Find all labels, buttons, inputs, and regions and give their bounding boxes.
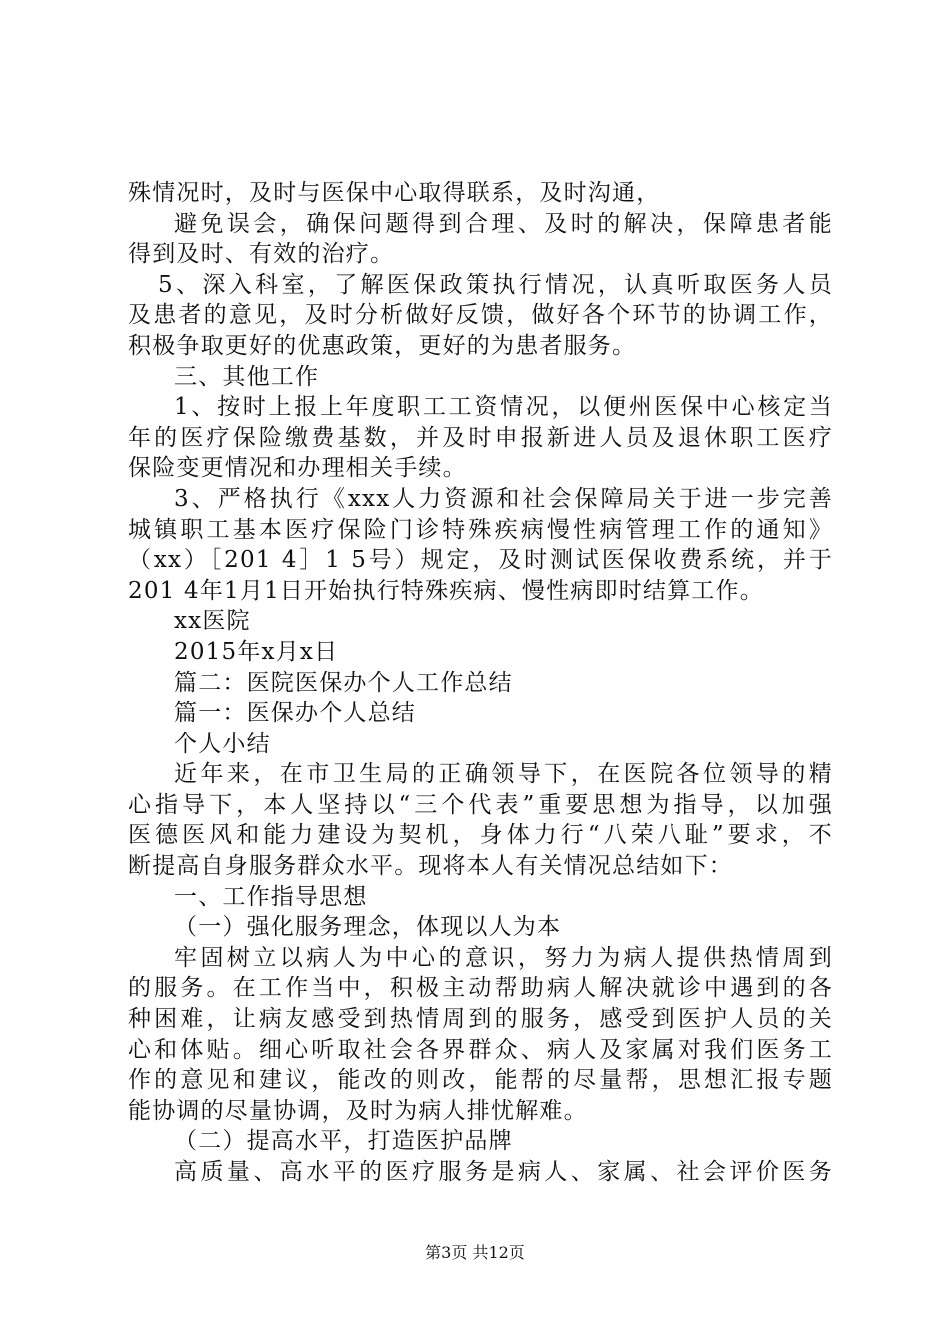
text-line: 及患者的意见，及时分析做好反馈，做好各个环节的协调工作， (128, 302, 833, 329)
page-footer: 第3页 共12页 (425, 1243, 525, 1262)
document-body (128, 178, 833, 1188)
text-line: 城镇职工基本医疗保险门诊特殊疾病慢性病管理工作的通知》 (128, 516, 833, 543)
text-line: 近年来，在市卫生局的正确领导下，在医院各位领导的精 (174, 761, 833, 788)
text-line: 年的医疗保险缴费基数，并及时申报新进人员及退休职工医疗 (128, 424, 833, 451)
text-line: xx医院 (174, 608, 251, 635)
text-line: （xx）［201 4］1 5号）规定，及时测试医保收费系统，并于 (128, 547, 833, 574)
text-line: 高质量、高水平的医疗服务是病人、家属、社会评价医务 (174, 1159, 833, 1185)
text-line: （二）提高水平，打造医护品牌 (174, 1128, 513, 1155)
text-line: 能协调的尽量协调，及时为病人排忧解难。 (128, 1097, 588, 1124)
text-line: 心和体贴。细心听取社会各界群众、病人及家属对我们医务工 (128, 1036, 833, 1063)
text-line: 作的意见和建议，能改的则改，能帮的尽量帮，思想汇报专题 (128, 1067, 833, 1094)
text-line: 积极争取更好的优惠政策，更好的为患者服务。 (128, 332, 637, 359)
text-line: 201 4年1月1日开始执行特殊疾病、慢性病即时结算工作。 (128, 577, 764, 604)
text-line: 医德医风和能力建设为契机，身体力行“八荣八耻”要求，不 (128, 822, 833, 849)
text-line: 个人小结 (174, 730, 271, 757)
text-line: 5、深入科室，了解医保政策执行情况，认真听取医务人员 (158, 271, 833, 298)
text-line: 殊情况时，及时与医保中心取得联系，及时沟通， (128, 180, 661, 206)
text-line: 2015年x月x日 (174, 638, 339, 665)
text-line: 避免误会，确保问题得到合理、及时的解决，保障患者能 (174, 210, 833, 237)
text-line: 牢固树立以病人为中心的意识，努力为病人提供热情周到 (174, 944, 833, 971)
text-line: 种困难，让病友感受到热情周到的服务，感受到医护人员的关 (128, 1006, 833, 1033)
text-line: 保险变更情况和办理相关手续。 (128, 455, 467, 482)
text-line: 3、严格执行《xxx人力资源和社会保障局关于进一步完善 (174, 485, 833, 512)
text-line: 三、其他工作 (174, 363, 320, 390)
text-line: 心指导下，本人坚持以“三个代表”重要思想为指导，以加强 (128, 791, 833, 818)
text-line: 的服务。在工作当中，积极主动帮助病人解决就诊中遇到的各 (128, 975, 833, 1002)
text-line: 得到及时、有效的治疗。 (128, 241, 395, 268)
text-line: （一）强化服务理念，体现以人为本 (174, 914, 562, 941)
text-line: 篇二：医院医保办个人工作总结 (174, 669, 513, 696)
text-line: 1、按时上报上年度职工工资情况，以便州医保中心核定当 (174, 394, 833, 421)
text-line: 一、工作指导思想 (174, 883, 368, 910)
text-line: 篇一：医保办个人总结 (174, 700, 416, 727)
text-line: 断提高自身服务群众水平。现将本人有关情况总结如下： (128, 853, 733, 880)
